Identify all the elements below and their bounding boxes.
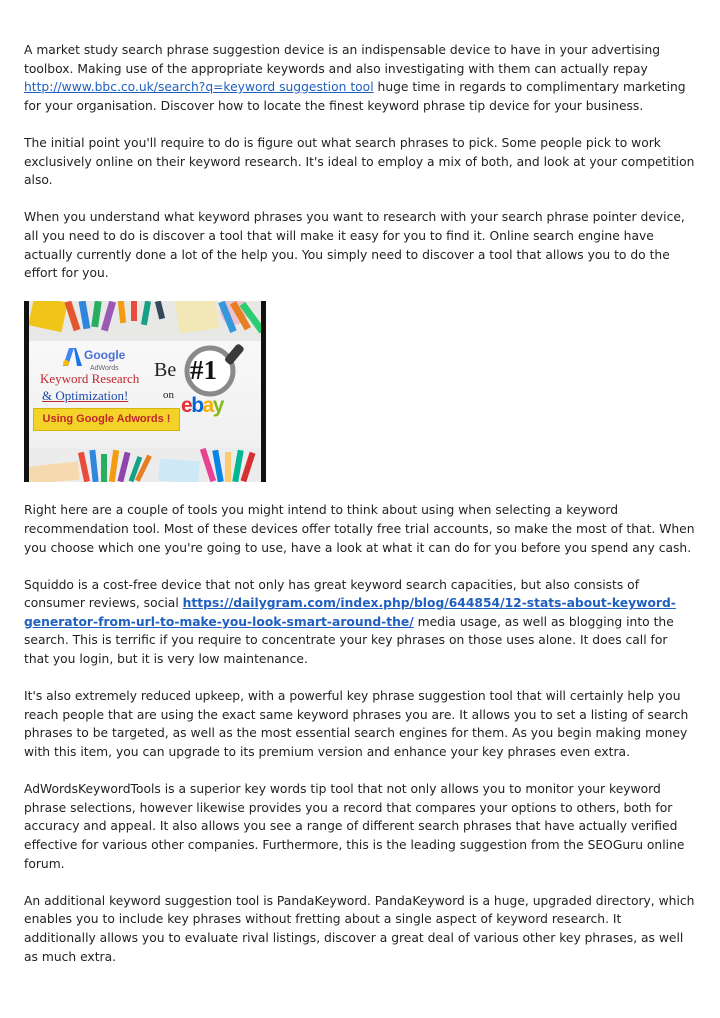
using-google-adwords-banner: Using Google Adwords ! [33,408,180,431]
google-ads-logo-icon [62,348,82,366]
paragraph-upkeep: It's also extremely reduced upkeep, with a powerful key phrase suggestion tool that will certainly help you reach people that are using the exact same keyword phrases you are. It allows you to set a listing of search phrases to be targeted, as well as the most essential search engines for them. As you begin making money with this item, you can upgrade to its premium version and enhance your key phrases even extra. [24,689,689,760]
number-one-text: #1 [190,355,217,386]
paragraph-initial-point: The initial point you'll require to do is figure out what search phrases to pick. Some people pick to work exclusively online on their keyword research. It's ideal to employ a mix of both, and look at your competition also. [24,135,695,188]
be-text: Be [154,359,177,382]
promo-image [24,301,266,482]
dailygram-blog-link[interactable]: https://dailygram.com/index.php/blog/644854/12-stats-about-keyword-generator-from-url-to-make-you-look-smart-around-the/ [24,596,676,629]
keyword-research-heading: Keyword Research [40,371,140,387]
on-text: on [163,389,174,402]
ebay-logo: ebay [181,394,223,418]
optimization-heading: & Optimization! [42,388,129,404]
paragraph-intro: A market study search phrase suggestion device is an indispensable device to have in your advertising toolbox. Making use of the appropriate keywords and also investigating with them can actually repay http://www.bbc.co.uk/search?q=keyword suggestion tool huge time in regards to complimentary marketing for your organisation. Discover how to locate the finest keyword phrase tip device for your business. [24,43,686,113]
image-border-right [261,301,266,482]
google-wordmark: Google [84,348,126,363]
paragraph-pandakeyword: An additional keyword suggestion tool is PandaKeyword. PandaKeyword is a huge, upgraded directory, which enables you to include key phrases without fretting about a single aspect of keyword research. It additionally allows you to evaluate rival listings, discover a great deal of various other key phrases, as well as much extra. [24,893,695,964]
bbc-search-link[interactable]: http://www.bbc.co.uk/search?q=keyword suggestion tool [24,80,374,95]
paragraph-understand: When you understand what keyword phrases you want to research with your search phrase pointer device, all you need to do is discover a tool that will make it easy for you to find it. Online search engine have actually currently done a lot of the help you. You simply need to discover a tool that allows you to do the effort for you. [24,210,685,281]
pencils-top-art [29,301,261,341]
paragraph-tools: Right here are a couple of tools you might intend to think about using when selecting a keyword recommendation tool. Most of these devices offer totally free trial accounts, so make the most of that. When you choose which one you're going to use, have a look at what it can do for you before you spend any cash. [24,503,695,555]
stationery-bottom-art [29,434,261,482]
paragraph-adwords-keyword-tools: AdWordsKeywordTools is a superior key words tip tool that not only allows you to monitor your keyword phrase selections, however likewise provides you a record that compares your options to others, both for accuracy and appeal. It also allows you see a range of different search phrases that have actually verified effective for various other companies. Furthermore, this is the leading suggestion from the SEOGuru online forum. [24,782,685,871]
article [24,41,696,985]
adwords-wordmark: AdWords [90,365,119,373]
paragraph-squiddo: Squiddo is a cost-free device that not only has great keyword search capacities, but also consists of consumer reviews, social https://dailygram.com/index.php/blog/644854/12-stats-about-keyword-generator-from-url-to-make-you-look-smart-around-the/ media usage, as well as blogging into the search. This is terrific if you require to concentrate your key phrases on those uses alone. It does call for that you login, but it is very low maintenance. [24,577,676,667]
